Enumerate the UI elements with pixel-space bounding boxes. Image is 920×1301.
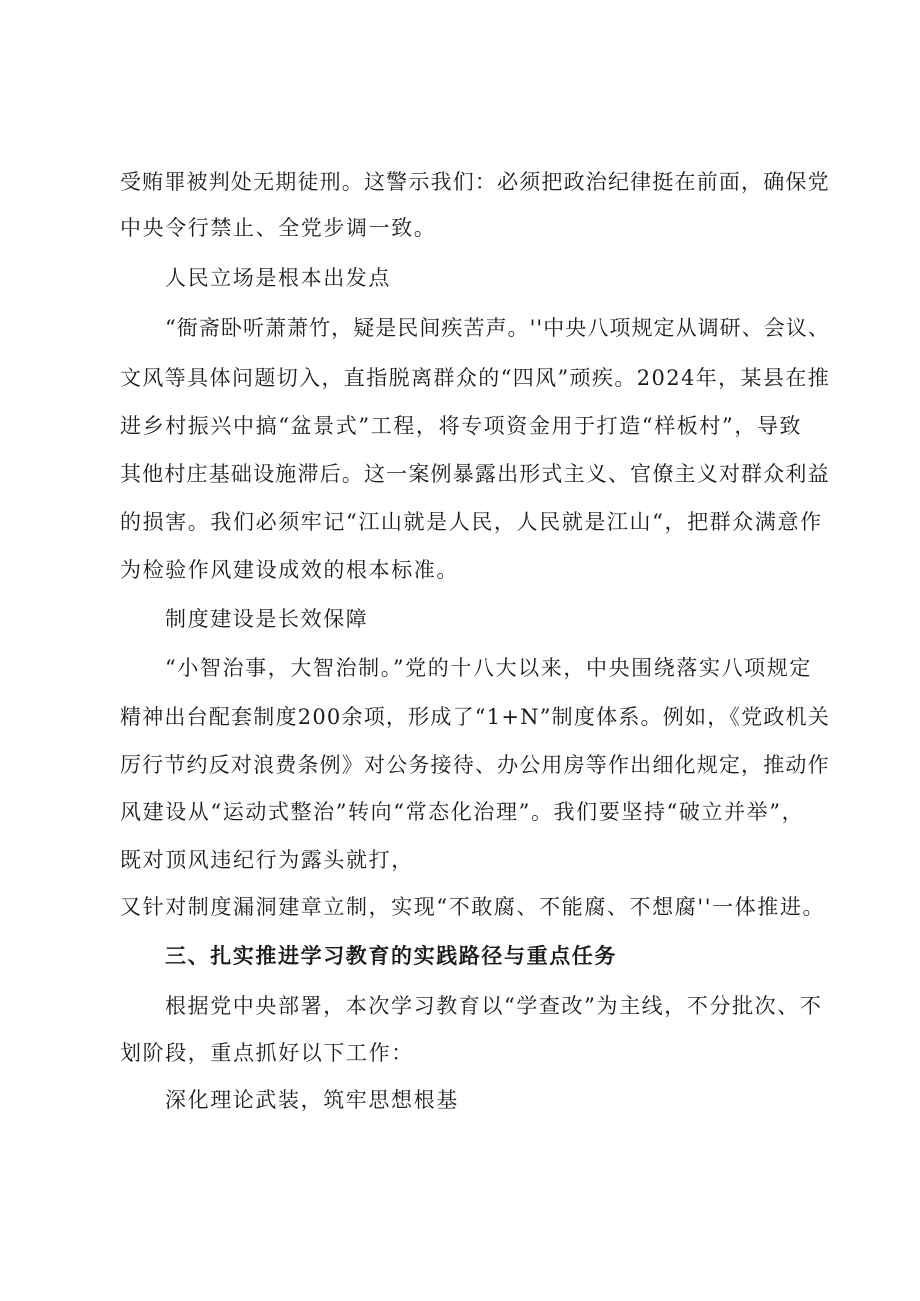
body-text-line: 划阶段，重点抓好以下工作：: [120, 1041, 414, 1065]
body-text-line: 进乡村振兴中搞“盆景式”工程，将专项资金用于打造“样板村”，导致: [120, 414, 803, 438]
body-text-line: 文风等具体问题切入，直指脱离群众的“四风”顽疾。2024年，某县在推: [120, 366, 831, 390]
body-text-line: 精神出台配套制度200余项，形成了“1+N”制度体系。例如，《党政机关: [120, 705, 831, 729]
section-subheading: 人民立场是根本出发点: [165, 266, 391, 290]
body-text-line: 受贿罪被判处无期徒刑。这警示我们：必须把政治纪律挺在前面，确保党: [120, 170, 830, 194]
body-text-line: 为检验作风建设成效的根本标准。: [120, 558, 459, 582]
body-text-line: 风建设从“运动式整治”转向“常态化治理”。我们要坚持“破立并举”，: [120, 800, 805, 824]
section-subheading: 制度建设是长效保障: [165, 607, 369, 631]
section-heading: 三、扎实推进学习教育的实践路径与重点任务: [165, 943, 617, 968]
body-text-line: “衙斋卧听萧萧竹，疑是民间疾苦声。''中央八项规定从调研、会议、: [165, 316, 830, 340]
body-text-line: 中央令行禁止、全党步调一致。: [120, 216, 437, 240]
body-text-line: 的损害。我们必须牢记“江山就是人民，人民就是江山“，把群众满意作: [120, 510, 823, 534]
body-text-line: 厉行节约反对浪费条例》对公务接待、办公用房等作出细化规定，推动作: [120, 753, 830, 777]
body-text-line: 根据党中央部署，本次学习教育以“学查改”为主线，不分批次、不: [165, 994, 823, 1018]
section-subheading: 深化理论武装，筑牢思想根基: [165, 1088, 459, 1112]
body-text-line: 又针对制度漏洞建章立制，实现“不敢腐、不能腐、不想腐''一体推进。: [120, 895, 826, 919]
body-text-line: “小智治事，大智治制。”党的十八大以来，中央围绕落实八项规定: [165, 656, 812, 680]
body-text-line: 其他村庄基础设施滞后。这一案例暴露出形式主义、官僚主义对群众利益: [120, 462, 830, 486]
body-text-line: 既对顶风违纪行为露头就打，: [120, 848, 414, 872]
